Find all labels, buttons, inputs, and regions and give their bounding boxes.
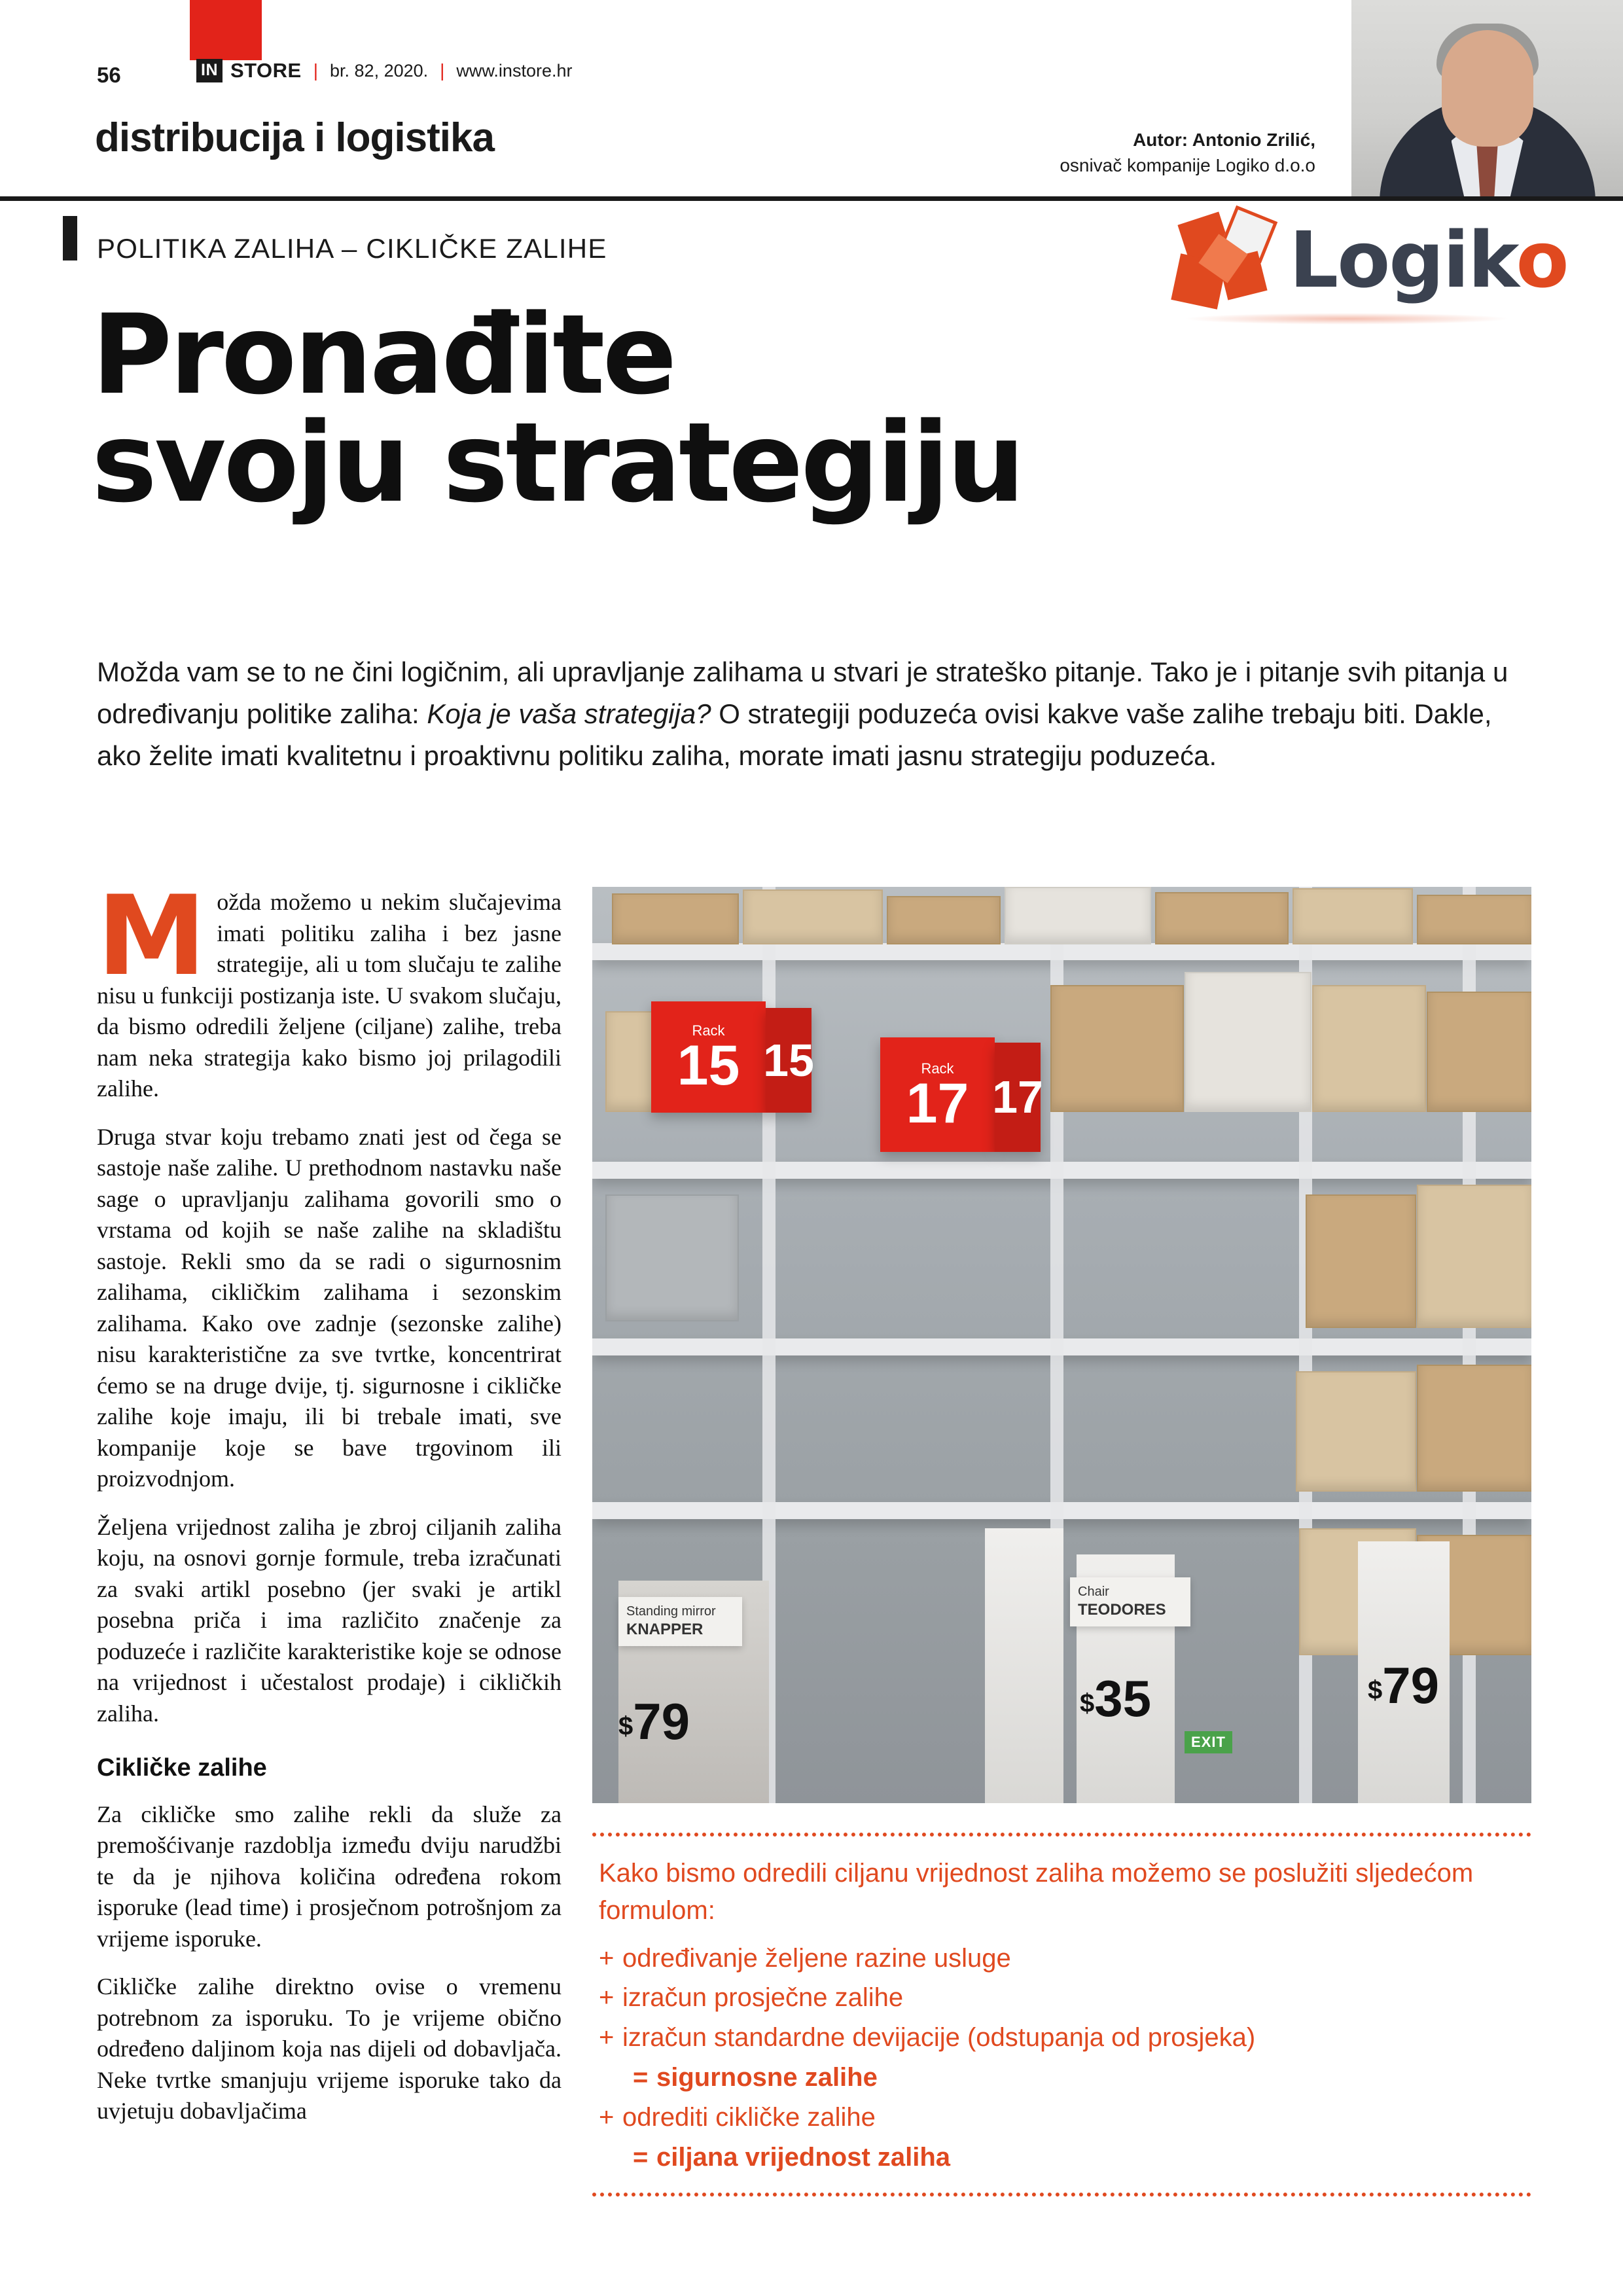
- logiko-mark-icon: [1171, 212, 1286, 310]
- author-role: osnivač kompanije Logiko d.o.o: [1060, 154, 1315, 175]
- carton-box: [887, 896, 1001, 944]
- section-title: distribucija i logistika: [95, 115, 494, 160]
- formula-line: [599, 1978, 1525, 2018]
- formula-callout: [592, 1833, 1531, 2197]
- logiko-wordmark: [1289, 215, 1568, 305]
- product-label-teodores: [1070, 1577, 1190, 1626]
- formula-operator: +: [599, 1983, 615, 2013]
- logo-word-main: L: [1289, 215, 1338, 305]
- masthead-in: IN: [196, 59, 223, 82]
- rack-sign-label-2: Rack: [921, 1060, 954, 1077]
- price-tag-79-right: [1368, 1656, 1439, 1715]
- price-value-2: 35: [1094, 1670, 1152, 1727]
- drop-cap: M: [97, 872, 207, 1000]
- masthead-store: STORE: [230, 59, 302, 82]
- standfirst-part-2: O strategiji poduzeća ovisi kakve vaše zalihe trebaju biti. Dakle, ako želite imati kvalitetnu i proaktivnu politiku zaliha, morate imati jasnu strategiju poduzeća.: [97, 698, 1492, 771]
- paragraph-3: Željena vrijednost zaliha je zbroj ciljanih zaliha koju, na osnovi gornje formule, treba izračunati za svaki artikl posebno (jer svaki je artikl posebna priča i ima različito značenje za poduzeće i različite karakteristike koje se odnose na vrijednost i učestalost prodaje) i cikličkih zaliha.: [97, 1513, 562, 1727]
- header-red-block: [190, 0, 262, 60]
- standfirst-part-1: Možda vam se to ne čini logičnim, ali upravljanje zalihama u stvari je strateško pitanje. Tako je i pitanje svih pitanja u određivanju politike zaliha:: [97, 656, 1508, 729]
- formula-operator: +: [599, 2102, 615, 2132]
- masthead-divider-icon-2: |: [440, 60, 445, 81]
- formula-text: odrediti cikličke zalihe: [622, 2102, 876, 2132]
- carton-box: [1155, 892, 1289, 944]
- paragraph-4: Za cikličke smo zalihe rekli da služe za premošćivanje razdoblja između dviju narudžbi te da je njihova količina određena rokom isporuke (lead time) i prosječnom potrošnjom za vrijeme isporuke.: [97, 1801, 562, 1952]
- rack-sign-number-side: 15: [763, 1034, 814, 1086]
- subheading-ciklicke-zalihe: Cikličke zalihe: [97, 1754, 267, 1782]
- price-value-3: 79: [1382, 1657, 1440, 1714]
- formula-operator: +: [599, 2023, 615, 2053]
- body-column-left: [97, 872, 562, 2144]
- author-credit: [1060, 128, 1315, 178]
- carton-box: [612, 893, 739, 944]
- product-label-knapper: [618, 1597, 742, 1646]
- paragraph-1: [97, 872, 562, 1105]
- currency-symbol-3: $: [1368, 1676, 1383, 1705]
- formula-operator: =: [633, 2062, 649, 2092]
- carton-box: [1417, 895, 1531, 944]
- standfirst-question: Koja je vaša strategija?: [427, 698, 711, 729]
- page-title: [92, 291, 1335, 527]
- formula-line: [599, 2018, 1525, 2058]
- rack-sign-number: 15: [677, 1034, 740, 1098]
- formula-line-result: [599, 2058, 1525, 2098]
- rack-sign-number-2: 17: [906, 1071, 969, 1135]
- carton-box: [1005, 887, 1151, 944]
- rack-sign-17-side: [992, 1043, 1043, 1152]
- paragraph-1-text: ožda možemo u nekim slučajevima imati politiku zaliha i bez jasne strategije, ali u tom slučaju te zalihe nisu u funkciji postizanja iste. U svakom slučaju, da bismo odredili željene (ciljane) zalihe, treba nam neka strategija kako bismo joj prilagodili zalihe.: [97, 889, 562, 1102]
- rack-sign-number-side-2: 17: [992, 1071, 1043, 1122]
- formula-operator: =: [633, 2142, 649, 2172]
- formula-text: izračun prosječne zalihe: [622, 1983, 904, 2013]
- formula-line: [599, 2098, 1525, 2138]
- warehouse-photo: [592, 887, 1531, 1803]
- currency-symbol: $: [618, 1712, 633, 1741]
- carton-box: [1296, 1371, 1416, 1492]
- carton-box: [1417, 1185, 1531, 1328]
- rack-sign-15: [651, 1001, 766, 1113]
- issue-info: br. 82, 2020.: [330, 60, 429, 81]
- standfirst: [97, 651, 1533, 776]
- product-display: [985, 1528, 1063, 1803]
- headline-line-2: svoju strategiju: [92, 398, 1023, 527]
- page-number: 56: [97, 63, 121, 87]
- formula-text: izračun standardne devijacije (odstupanja od prosjeka): [622, 2023, 1256, 2053]
- product-label-teodores-top: Chair: [1078, 1585, 1109, 1599]
- formula-text: sigurnosne zalihe: [656, 2062, 878, 2092]
- product-label-teodores-name: TEODORES: [1078, 1601, 1166, 1619]
- price-tag-79-left: [618, 1692, 690, 1751]
- product-label-knapper-top: Standing mirror: [626, 1604, 716, 1619]
- formula-text: određivanje željene razine usluge: [622, 1943, 1011, 1973]
- carton-box: [605, 1194, 739, 1321]
- kicker-bar: [63, 216, 77, 260]
- rack-sign-15-side: [763, 1008, 814, 1113]
- price-value: 79: [633, 1693, 690, 1750]
- carton-box: [1185, 972, 1311, 1112]
- price-tag-35: [1080, 1669, 1151, 1729]
- formula-intro: Kako bismo odredili ciljanu vrijednost zaliha možemo se poslužiti sljedećom formulom:: [599, 1859, 1474, 1925]
- formula-line: [599, 1939, 1525, 1979]
- carton-box: [1293, 888, 1413, 944]
- kicker-text: POLITIKA ZALIHA – CIKLIČKE ZALIHE: [97, 233, 607, 264]
- website-url: www.instore.hr: [456, 60, 573, 81]
- rack-sign-17: [880, 1037, 995, 1152]
- headline-line-1: Pronađite: [92, 291, 675, 419]
- paragraph-5: Cikličke zalihe direktno ovise o vremenu potrebnom za isporuku. To je vrijeme obično određeno daljinom koja nas dijeli od dobavljača. Neke tvrtke smanjuju vrijeme isporuke tako da uvjetuju dobavljačima: [97, 1973, 562, 2125]
- carton-box: [1312, 985, 1426, 1112]
- photo-head: [1442, 30, 1533, 147]
- carton-box: [1306, 1194, 1416, 1328]
- masthead-divider-icon: |: [313, 60, 319, 81]
- author-photo: [1351, 0, 1623, 196]
- header-rule: [0, 196, 1623, 201]
- page-header: [0, 0, 1623, 196]
- formula-text: ciljana vrijednost zaliha: [656, 2142, 951, 2172]
- carton-box: [743, 889, 883, 944]
- logo-word-mid: ogik: [1337, 215, 1516, 305]
- carton-box: [1417, 1365, 1531, 1492]
- carton-box: [1427, 992, 1531, 1112]
- product-label-knapper-name: KNAPPER: [626, 1621, 704, 1638]
- formula-operator: +: [599, 1943, 615, 1973]
- masthead: [196, 59, 572, 82]
- rack-sign-label: Rack: [692, 1022, 725, 1039]
- author-name: Autor: Antonio Zrilić,: [1133, 130, 1315, 150]
- currency-symbol-2: $: [1080, 1689, 1095, 1718]
- exit-sign: EXIT: [1185, 1731, 1232, 1753]
- paragraph-2: Druga stvar koju trebamo znati jest od čega se sastoje naše zalihe. U prethodnom nastavku naše sage o upravljanju zalihama govorili smo o vrstama od kojih se naše zalihe na skladištu sastoje. Rekli smo da se radi o sigurnosnim zalihama, cikličkim zalihama i sezonskim zalihama. Kako ove zadnje (sezonske zalihe) nisu karakteristične za sve tvrtke, koncentrirat ćemo se na druge dvije, tj. sigurnosne i cikličke zalihe koje imaju, ili bi trebale imati, sve kompanije koje se bave trgovinom ili proizvodnjom.: [97, 1123, 562, 1492]
- logo-word-o: o: [1516, 215, 1568, 305]
- carton-box: [1050, 985, 1184, 1112]
- formula-line-result: [599, 2138, 1525, 2178]
